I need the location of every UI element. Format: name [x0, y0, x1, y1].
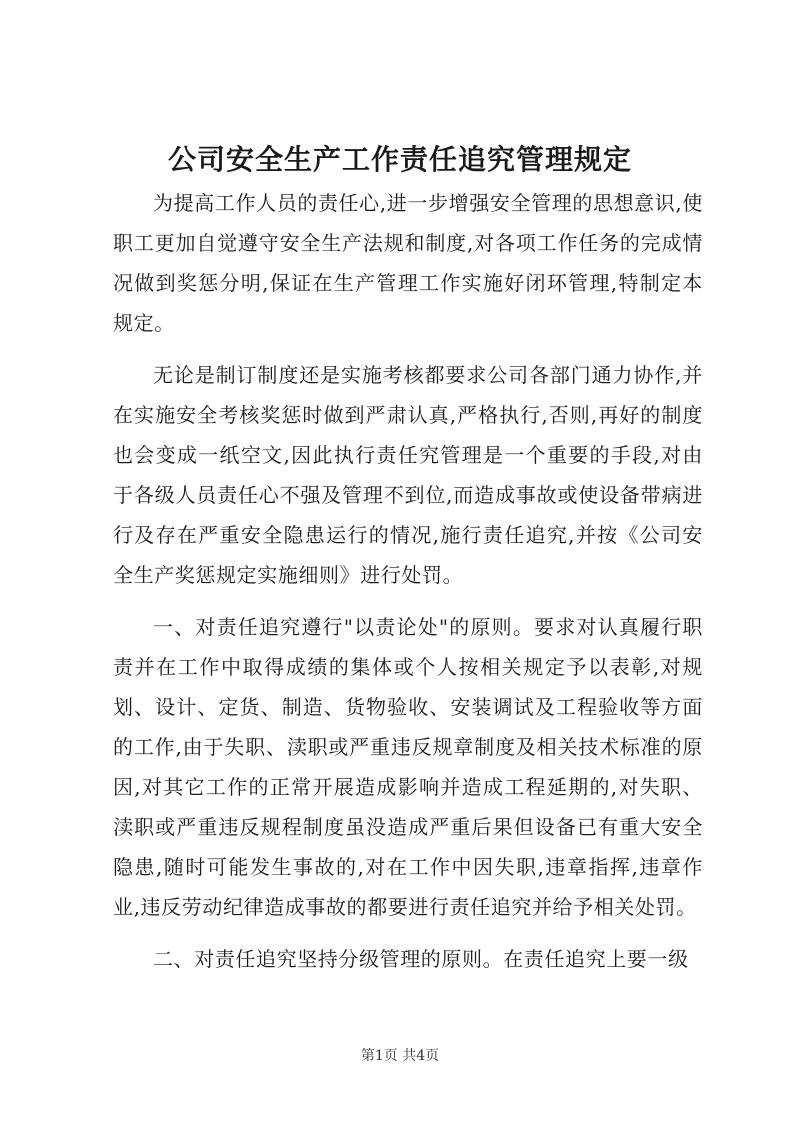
paragraph-rule-two: 二、对责任追究坚持分级管理的原则。在责任追究上要一级 — [153, 947, 689, 971]
document-title: 公司安全生产工作责任追究管理规定 — [167, 143, 632, 176]
document-body — [113, 183, 703, 979]
paragraph-intro: 为提高工作人员的责任心,进一步增强安全管理的思想意识,使职工更加自觉遵守安全生产法规和制度,对各项工作任务的完成情况做到奖惩分明,保证在生产管理工作实施好闭环管理,特制定本规定。 — [113, 191, 703, 335]
paragraph-cooperation: 无论是制订制度还是实施考核都要求公司各部门通力协作,并在实施安全考核奖惩时做到严肃认真,严格执行,否则,再好的制度也会变成一纸空文,因此执行责任究管理是一个重要的手段,对由于各级人员责任心不强及管理不到位,而造成事故或使设备带病进行及存在严重安全隐患运行的情况,施行责任追究,并按《公司安全生产奖惩规定实施细则》进行处罚。 — [113, 363, 703, 587]
page-footer: 第1页 共4页 — [360, 1048, 440, 1064]
paragraph-rule-one: 一、对责任追究遵行"以责论处"的原则。要求对认真履行职责并在工作中取得成绩的集体或个人按相关规定予以表彰,对规划、设计、定货、制造、货物验收、安装调试及工程验收等方面的工作,由于失职、渎职或严重违反规章制度及相关技术标准的原因,对其它工作的正常开展造成影响并造成工程延期的,对失职、渎职或严重违反规程制度虽没造成严重后果但设备已有重大安全隐患,随时可能发生事故的,对在工作中因失职,违章指挥,违章作业,违反劳动纪律造成事故的都要进行责任追究并给予相关处罚。 — [113, 615, 703, 919]
